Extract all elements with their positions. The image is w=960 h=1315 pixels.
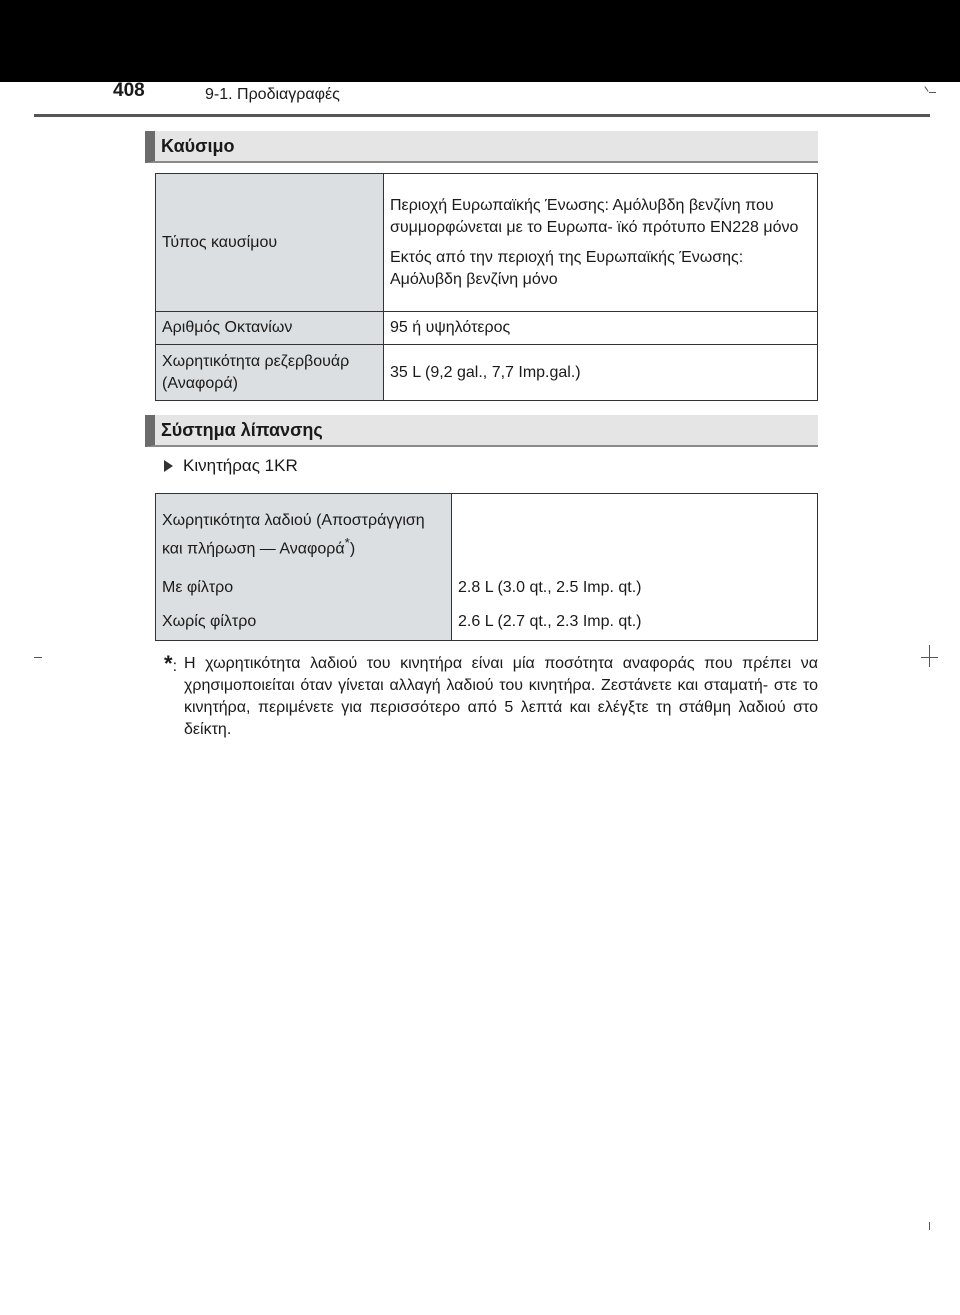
triangle-bullet-icon (164, 460, 173, 472)
footnote-marker (164, 653, 177, 678)
without-filter-label: Χωρίς φίλτρο (156, 605, 452, 641)
engine-bullet (164, 456, 298, 476)
footnote-text: Η χωρητικότητα λαδιού του κινητήρα είναι μία ποσότητα αναφοράς που πρέπει να χρησιμοποιείται όταν γίνεται αλλαγή λαδιού του κινητήρα. Ζεστάνετε και σταματή- στε το κινητήρα, περιμένετε για περισσότερο από 5 λεπτά και ελέγξτε τη στάθμη λαδιού στο δείκτη. (184, 655, 818, 738)
lubrication-section-heading: Σύστημα λίπανσης (145, 415, 818, 447)
tank-capacity-value: 35 L (9,2 gal., 7,7 Imp.gal.) (384, 345, 818, 401)
fuel-section-heading: Καύσιμο (145, 131, 818, 163)
table-row (156, 174, 818, 312)
engine-label: Κινητήρας 1KR (183, 456, 298, 475)
oil-capacity-value (452, 494, 818, 572)
crop-mark (924, 86, 928, 91)
oil-capacity-table (155, 493, 818, 641)
table-row (156, 494, 818, 572)
table-row (156, 345, 818, 401)
crop-mark (929, 92, 936, 93)
oil-capacity-label-end: ) (349, 539, 356, 557)
fuel-spec-table (155, 173, 818, 401)
fuel-type-label: Τύπος καυσίμου (156, 174, 384, 312)
table-row (156, 605, 818, 641)
footnote (164, 653, 818, 741)
without-filter-value: 2.6 L (2.7 qt., 2.3 Imp. qt.) (452, 605, 818, 641)
tank-capacity-label: Χωρητικότητα ρεζερβουάρ (Αναφορά) (156, 345, 384, 401)
octane-value: 95 ή υψηλότερος (384, 312, 818, 345)
table-row (156, 572, 818, 605)
footnote-asterisk: * (164, 651, 173, 676)
header-rule (34, 114, 930, 117)
fuel-type-non-eu: Εκτός από την περιοχή της Ευρωπαϊκής Ένωσης: Αμόλυβδη βενζίνη μόνο (390, 248, 744, 288)
section-title: 9-1. Προδιαγραφές (205, 86, 340, 103)
fuel-type-eu: Περιοχή Ευρωπαϊκής Ένωσης: Αμόλυβδη βενζίνη που συμμορφώνεται με το Ευρωπα- ϊκό πρότυπο EN228 μόνο (390, 196, 799, 236)
crop-mark (929, 1222, 930, 1230)
crop-mark (34, 657, 42, 658)
oil-capacity-label (156, 494, 452, 572)
table-row (156, 312, 818, 345)
fuel-type-value (384, 174, 818, 312)
top-black-bar (0, 0, 960, 82)
crop-mark (929, 645, 930, 667)
with-filter-label: Με φίλτρο (156, 572, 452, 605)
octane-label: Αριθμός Οκτανίων (156, 312, 384, 345)
oil-capacity-label-text: Χωρητικότητα λαδιού (Αποστράγγιση και πλήρωση — Αναφορά (162, 511, 425, 557)
footnote-colon: : (172, 658, 178, 675)
with-filter-value: 2.8 L (3.0 qt., 2.5 Imp. qt.) (452, 572, 818, 605)
oil-capacity-footnote-mark: * (344, 534, 350, 550)
page-number: 408 (113, 80, 145, 101)
